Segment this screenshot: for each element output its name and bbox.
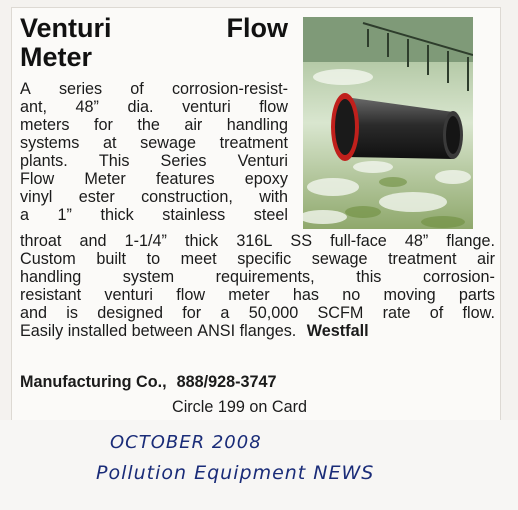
body-word: installed — [67, 322, 128, 340]
venturi-pipe-photo — [303, 17, 473, 229]
body-line — [20, 188, 288, 206]
body-word: specific — [237, 250, 292, 268]
body-word: parts — [458, 286, 495, 304]
body-word: between — [131, 322, 193, 340]
body-word: built — [96, 250, 127, 268]
body-word: venturi — [182, 98, 231, 116]
body-word: with — [259, 188, 288, 206]
body-word: dia. — [127, 98, 154, 116]
body-word: corrosion- — [422, 268, 495, 286]
body-word: epoxy — [244, 170, 288, 188]
handwritten-publication: Pollution Equipment NEWS — [96, 462, 375, 484]
body-word: 1-1/4” — [124, 232, 167, 250]
body-word: of — [429, 304, 444, 322]
body-word: SS — [290, 232, 313, 250]
body-word: 48” — [75, 98, 99, 116]
pipe-illustration — [303, 17, 473, 229]
company-line — [20, 373, 277, 391]
body-word: venturi — [104, 286, 154, 304]
body-word: throat — [20, 232, 62, 250]
body-word: for — [93, 116, 113, 134]
body-word: treatment — [388, 250, 457, 268]
body-word: system — [122, 268, 175, 286]
reader-service-circle: Circle 199 on Card — [172, 398, 307, 416]
title-word-venturi: Venturi — [20, 13, 112, 43]
body-word: of — [130, 80, 144, 98]
body-word: air — [477, 250, 495, 268]
body-word: This — [98, 152, 130, 170]
body-word: full-face — [330, 232, 387, 250]
body-word: a — [20, 206, 30, 224]
body-word: treatment — [219, 134, 288, 152]
body-word: 316L — [236, 232, 273, 250]
body-word: handling — [20, 268, 82, 286]
body-word: thick — [184, 232, 219, 250]
company-phone: 888/928-3747 — [176, 373, 277, 391]
body-line — [20, 134, 288, 152]
body-word: for — [182, 304, 202, 322]
body-word: vinyl — [20, 188, 53, 206]
body-word: sewage — [140, 134, 196, 152]
body-word: ANSI — [197, 322, 236, 340]
article-title — [20, 13, 288, 72]
body-word: to — [146, 250, 161, 268]
body-line — [20, 268, 495, 286]
body-word: construction, — [141, 188, 233, 206]
body-word: is — [66, 304, 78, 322]
body-word: and — [20, 304, 48, 322]
body-word: systems — [20, 134, 80, 152]
body-word: thick — [100, 206, 134, 224]
body-word: flow — [259, 98, 288, 116]
body-word: moving — [383, 286, 436, 304]
company-name-line1: Westfall — [306, 322, 369, 340]
body-word: flow. — [462, 304, 495, 322]
body-word: has — [292, 286, 320, 304]
body-word: corrosion-resist- — [171, 80, 288, 98]
body-word: series — [58, 80, 103, 98]
body-word: A — [20, 80, 31, 98]
body-word: 48” — [404, 232, 429, 250]
body-word: SCFM — [317, 304, 364, 322]
body-word: Meter — [84, 170, 126, 188]
body-word: the — [137, 116, 160, 134]
body-word: requirements, — [215, 268, 315, 286]
body-word: Custom — [20, 250, 76, 268]
body-word: stainless — [162, 206, 226, 224]
body-word: Easily — [20, 322, 64, 340]
body-word: this — [356, 268, 382, 286]
body-word: ant, — [20, 98, 48, 116]
body-word: resistant — [20, 286, 82, 304]
body-word: flow — [176, 286, 206, 304]
body-line — [20, 80, 288, 98]
body-line — [20, 116, 288, 134]
body-word: handling — [226, 116, 288, 134]
body-word: steel — [253, 206, 288, 224]
title-word-flow: Flow — [226, 13, 288, 43]
body-word: meters — [20, 116, 70, 134]
body-word: Flow — [20, 170, 55, 188]
body-word: meter — [228, 286, 270, 304]
body-word: ester — [78, 188, 115, 206]
body-word: no — [342, 286, 361, 304]
body-word: Series — [160, 152, 207, 170]
body-line — [20, 250, 495, 268]
body-line — [20, 232, 495, 250]
handwritten-date: OCTOBER 2008 — [110, 432, 262, 453]
body-word: flange. — [446, 232, 495, 250]
body-line — [20, 206, 288, 224]
body-word: rate — [382, 304, 411, 322]
body-word: a — [220, 304, 230, 322]
body-word: at — [103, 134, 117, 152]
body-word: 50,000 — [248, 304, 299, 322]
body-word: designed — [97, 304, 163, 322]
body-line — [20, 304, 495, 322]
body-line — [20, 170, 288, 188]
body-word: plants. — [20, 152, 68, 170]
body-line — [20, 152, 288, 170]
body-line — [20, 322, 495, 340]
body-word: air — [184, 116, 203, 134]
body-word: features — [156, 170, 215, 188]
company-name-line2: Manufacturing Co., — [20, 373, 167, 391]
body-line — [20, 98, 288, 116]
body-word: meet — [180, 250, 217, 268]
title-word-meter: Meter — [20, 42, 93, 72]
body-line — [20, 286, 495, 304]
body-word: Venturi — [237, 152, 288, 170]
body-word: flanges. — [239, 322, 297, 340]
body-word: 1” — [57, 206, 72, 224]
body-word: sewage — [311, 250, 368, 268]
body-word: and — [79, 232, 107, 250]
